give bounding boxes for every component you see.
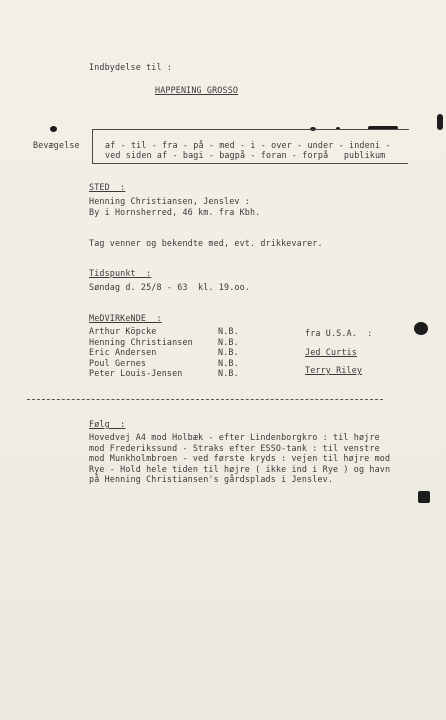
route-line: mod Munkholmbroen - ved første kryds : vejen til højre mod <box>89 453 391 463</box>
participant-mark: N.B. <box>218 347 239 357</box>
time-heading: Tidspunkt : <box>89 268 152 278</box>
participants-heading: MeDVIRKeNDE : <box>89 313 162 323</box>
participant-name: Eric Andersen <box>89 347 157 357</box>
route-line: Rye - Hold hele tiden til højre ( ikke ind i Rye ) og havn <box>89 463 391 474</box>
route-directions <box>89 432 390 485</box>
usa-heading: fra U.S.A. : <box>305 328 373 338</box>
participant-name: Peter Louis-Jensen <box>89 368 183 378</box>
participant-mark: N.B. <box>218 368 239 378</box>
punch-hole <box>418 491 430 503</box>
place-note: Tag venner og bekendte med, evt. drikkevarer. <box>89 238 323 248</box>
route-line: på Henning Christiansen's gårdsplads i Jenslev. <box>89 474 334 484</box>
participant-name: Arthur Köpcke <box>89 326 157 336</box>
movement-bracket-bottom <box>92 163 408 164</box>
happening-title: HAPPENING GROSSO <box>155 85 239 95</box>
ink-blot <box>414 322 428 335</box>
participant-mark: N.B. <box>218 326 239 336</box>
ink-smudge <box>437 114 443 130</box>
participant-mark: N.B. <box>218 357 239 368</box>
movement-line-1: af - til - fra - på - med - i - over - under - indeni - <box>105 140 391 150</box>
usa-name: Terry Riley <box>305 365 363 375</box>
place-line: Henning Christiansen, Jenslev : <box>89 196 250 206</box>
route-line: Hovedvej A4 mod Holbæk - efter Lindenborgkro : til højre <box>89 432 380 442</box>
place-heading: STED : <box>89 182 126 192</box>
route-line: mod Frederikssund - Straks efter ESSO-tank : til venstre <box>89 442 380 453</box>
movement-label: Bevægelse <box>33 140 80 150</box>
invitation-heading: Indbydelse til : <box>89 62 173 72</box>
participant-name: Poul Gernes <box>89 357 147 368</box>
place-address <box>89 196 260 217</box>
time-value: Søndag d. 25/8 - 63 kl. 19.oo. <box>89 282 250 292</box>
ink-blot <box>50 126 57 132</box>
route-heading: Følg : <box>89 419 126 429</box>
participants-marks <box>218 326 239 379</box>
usa-name: Jed Curtis <box>305 347 357 357</box>
movement-line-2: ved siden af - bagi - bagpå - foran - forpå publikum <box>105 150 386 160</box>
participant-mark: N.B. <box>218 336 239 347</box>
participants-names <box>89 326 193 379</box>
place-line: By i Hornsherred, 46 km. fra Kbh. <box>89 206 261 217</box>
dashed-divider <box>27 399 383 400</box>
participant-name: Henning Christiansen <box>89 336 193 347</box>
